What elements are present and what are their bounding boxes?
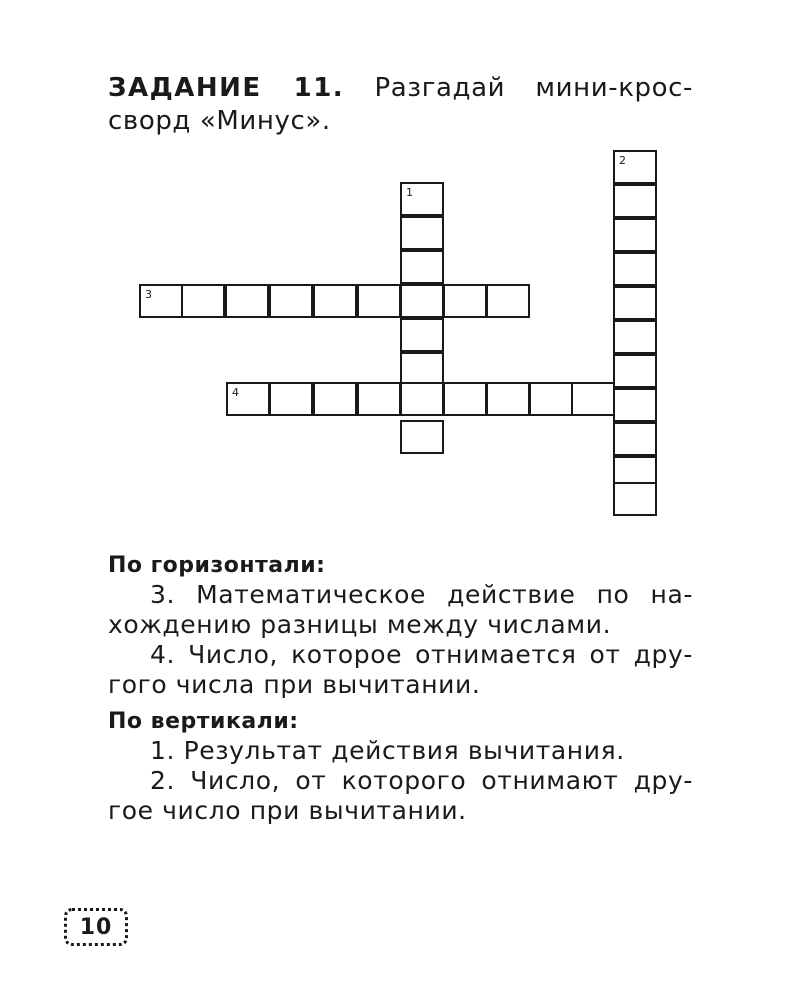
- crossword-cell[interactable]: [613, 320, 657, 354]
- crossword-cell[interactable]: [400, 382, 444, 416]
- crossword-cell[interactable]: [613, 388, 657, 422]
- crossword-cell[interactable]: [400, 318, 444, 352]
- clue-item: 3. Математическое действие по на-хождению разницы между числами.: [108, 580, 693, 639]
- clue-number-1: 1: [406, 186, 413, 199]
- clue-number-2: 2: [619, 154, 626, 167]
- crossword-cell[interactable]: [226, 382, 270, 416]
- crossword-cell[interactable]: [400, 352, 444, 386]
- crossword-cell[interactable]: [400, 284, 444, 318]
- crossword-cell[interactable]: [443, 382, 487, 416]
- across-clues: [108, 552, 693, 700]
- crossword-cell[interactable]: [613, 150, 657, 184]
- clue-number-3: 3: [145, 288, 152, 301]
- clue-item: 4. Число, которое отнимается от дру-гого числа при вычитании.: [108, 640, 693, 699]
- crossword-cell[interactable]: [613, 422, 657, 456]
- task-label: ЗАДАНИЕ 11.: [108, 73, 345, 103]
- crossword-cell[interactable]: [400, 420, 444, 454]
- crossword-cell[interactable]: [613, 218, 657, 252]
- crossword-cell[interactable]: [613, 482, 657, 516]
- crossword-cell[interactable]: [181, 284, 225, 318]
- page-number: 10: [64, 908, 128, 946]
- task-text: Разгадай мини-крос-сворд «Минус».: [108, 73, 693, 136]
- crossword-cell[interactable]: [225, 284, 269, 318]
- clue-item: 1. Результат действия вычитания.: [150, 736, 625, 765]
- crossword-cell[interactable]: [313, 382, 357, 416]
- crossword-cell[interactable]: [400, 182, 444, 216]
- crossword-cell[interactable]: [613, 252, 657, 286]
- clue-number-4: 4: [232, 386, 239, 399]
- crossword-cell[interactable]: [486, 284, 530, 318]
- crossword-cell[interactable]: [571, 382, 615, 416]
- across-title: По горизонтали:: [108, 553, 326, 578]
- crossword-cell[interactable]: [269, 382, 313, 416]
- crossword-cell[interactable]: [139, 284, 183, 318]
- crossword-cell[interactable]: [400, 250, 444, 284]
- down-clues: [108, 708, 693, 826]
- crossword-cell[interactable]: [313, 284, 357, 318]
- crossword-cell[interactable]: [443, 284, 487, 318]
- crossword-cell[interactable]: [613, 354, 657, 388]
- crossword-cell[interactable]: [269, 284, 313, 318]
- down-title: По вертикали:: [108, 709, 299, 734]
- crossword-cell[interactable]: [400, 216, 444, 250]
- crossword-cell[interactable]: [357, 284, 401, 318]
- crossword-cell[interactable]: [529, 382, 573, 416]
- crossword-cell[interactable]: [613, 184, 657, 218]
- crossword-cell[interactable]: [486, 382, 530, 416]
- clue-item: 2. Число, от которого отнимают дру-гое число при вычитании.: [108, 766, 693, 825]
- crossword-cell[interactable]: [357, 382, 401, 416]
- crossword-cell[interactable]: [613, 286, 657, 320]
